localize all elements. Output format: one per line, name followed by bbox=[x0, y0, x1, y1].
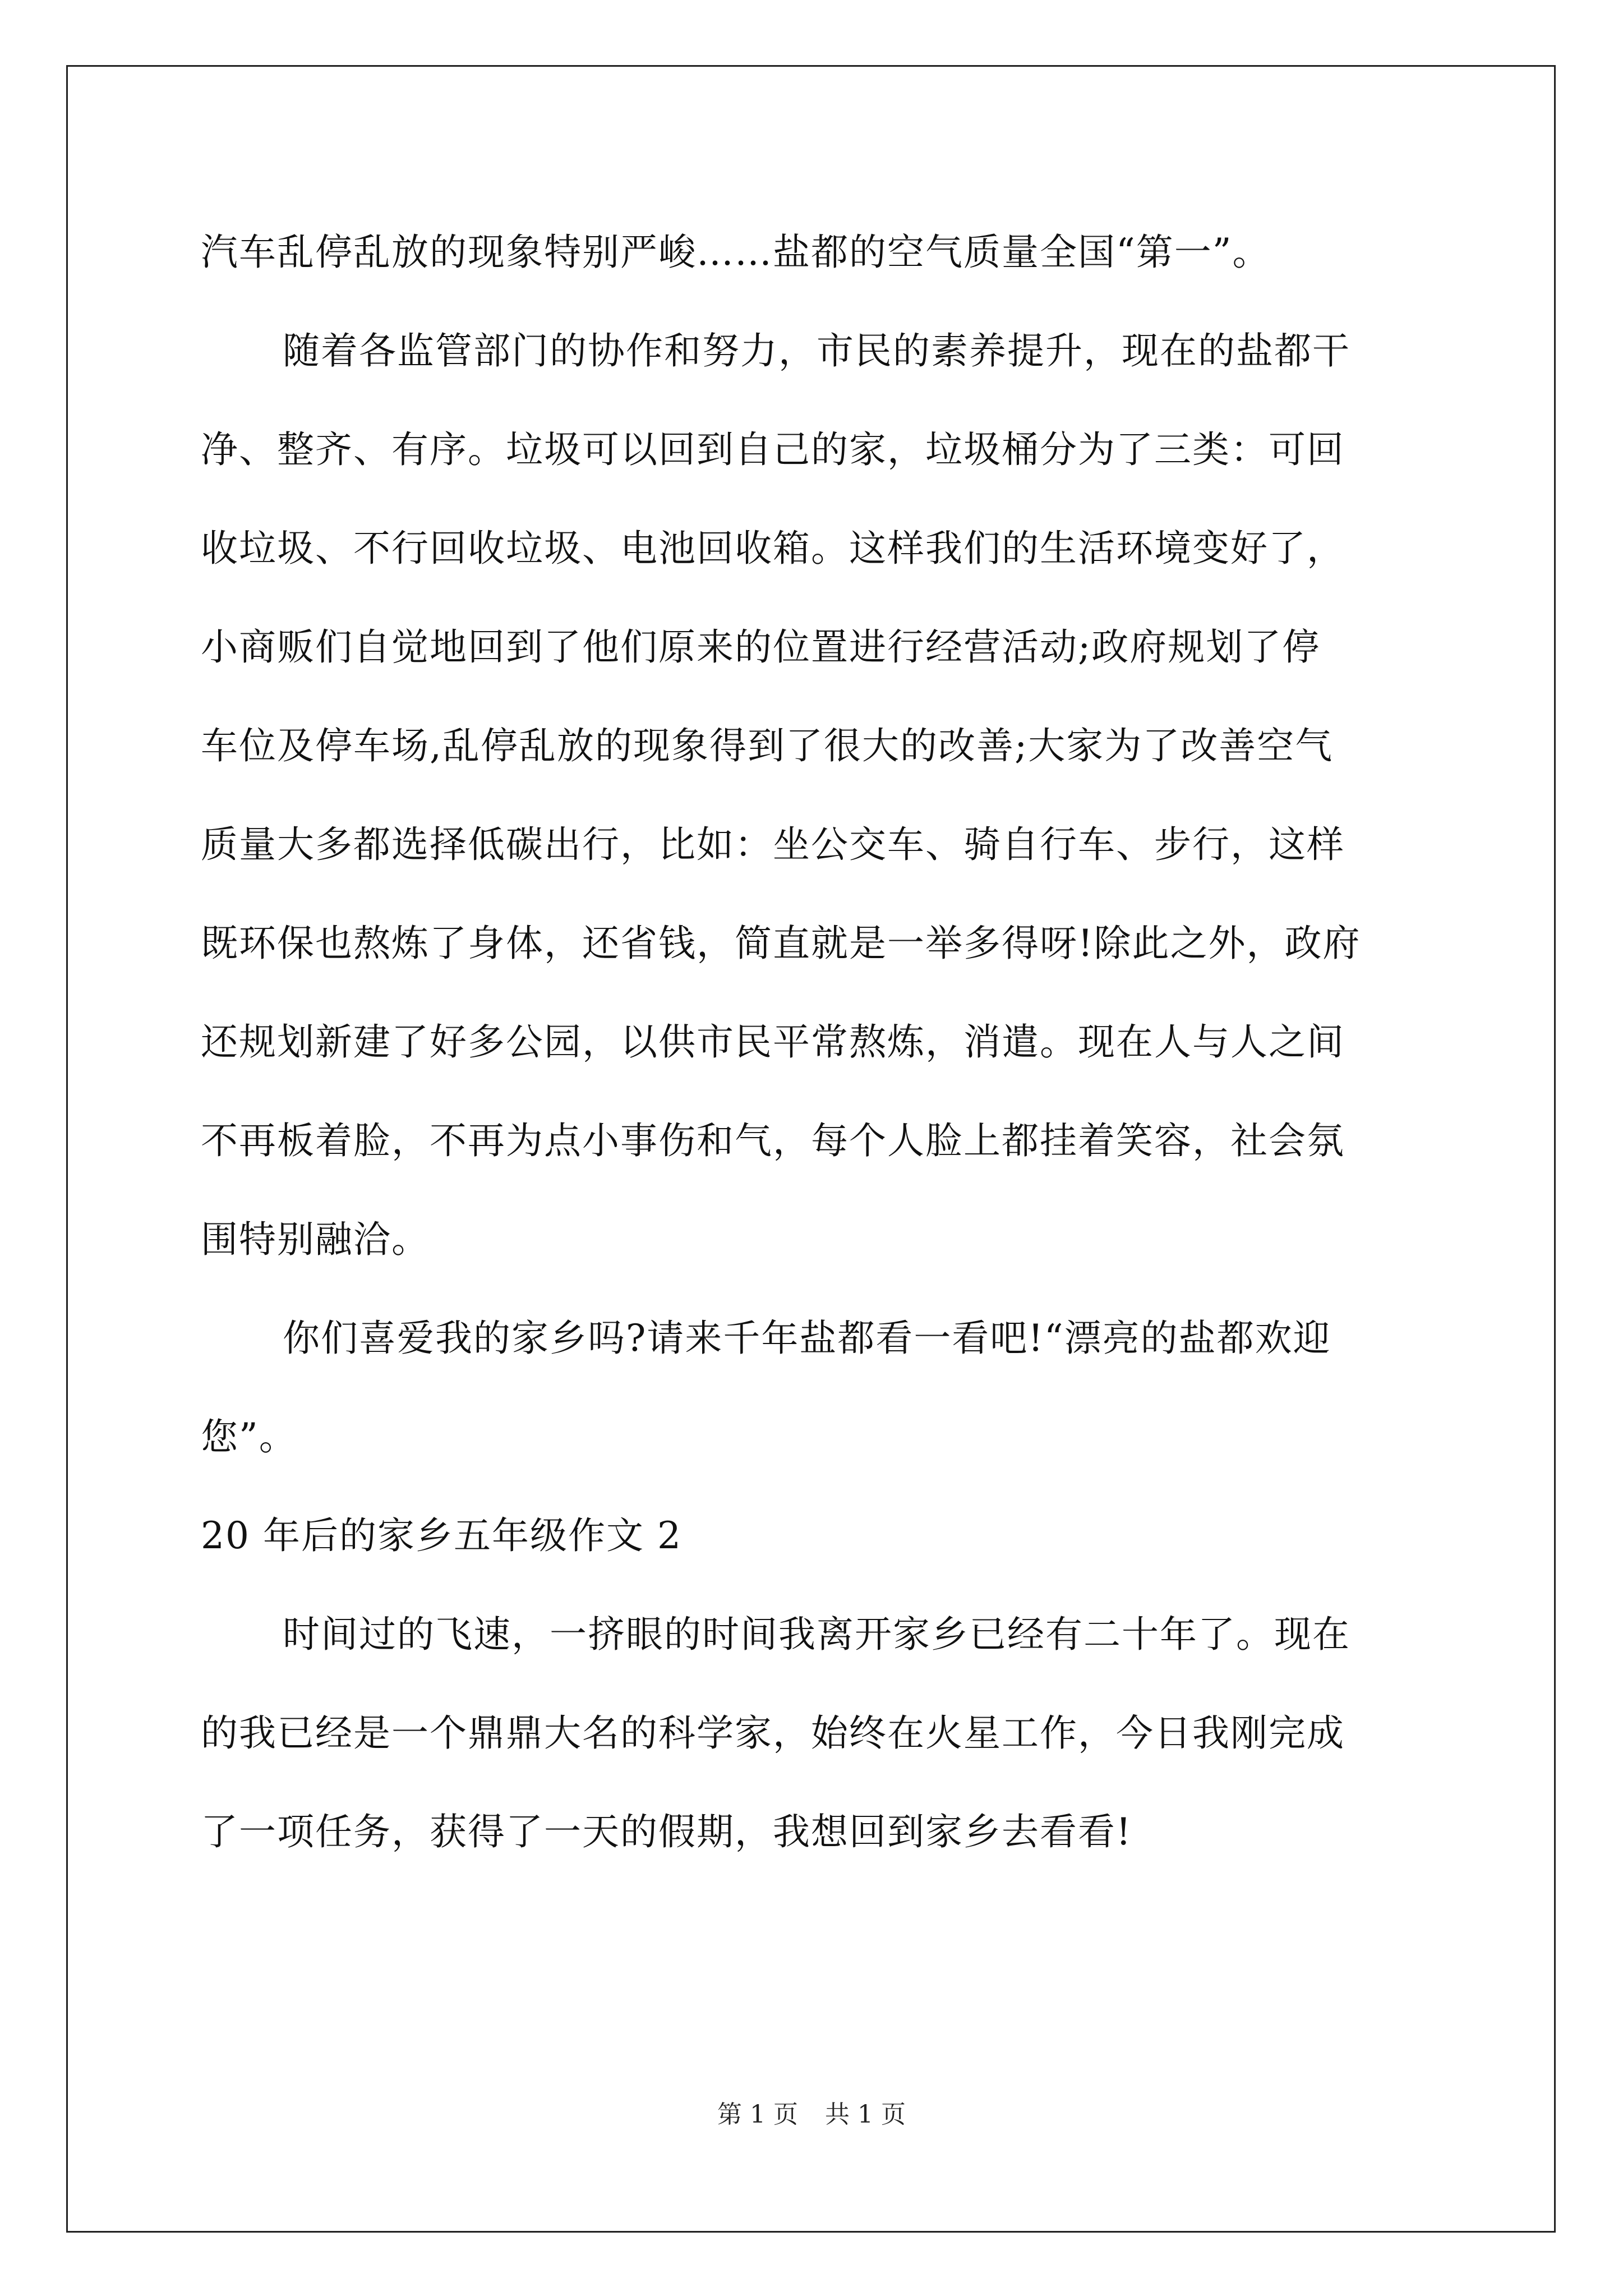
paragraph-line: 时间过的飞速，一挤眼的时间我离开家乡已经有二十年了。现在 bbox=[283, 1613, 1350, 1656]
paragraph-line: 汽车乱停乱放的现象特别严峻……盐都的空气质量全国“第一”。 bbox=[201, 231, 1271, 274]
paragraph-line: 既环保也熬炼了身体，还省钱，简直就是一举多得呀!除此之外，政府 bbox=[201, 922, 1361, 965]
page-number: 第 1 页 bbox=[717, 2100, 798, 2129]
section-heading: 20 年后的家乡五年级作文 2 bbox=[201, 1514, 682, 1557]
document-body bbox=[201, 203, 1423, 1881]
page-total: 共 1 页 bbox=[825, 2100, 906, 2129]
paragraph-line: 了一项任务，获得了一天的假期，我想回到家乡去看看! bbox=[201, 1810, 1132, 1853]
paragraph-line: 你们喜爱我的家乡吗?请来千年盐都看一看吧!“漂亮的盐都欢迎 bbox=[283, 1317, 1331, 1360]
paragraph-line: 质量大多都选择低碳出行，比如：坐公交车、骑自行车、步行，这样 bbox=[201, 823, 1345, 866]
paragraph-line: 净、整齐、有序。垃圾可以回到自己的家，垃圾桶分为了三类：可回 bbox=[201, 428, 1345, 471]
paragraph-line: 您”。 bbox=[201, 1415, 297, 1458]
paragraph-line: 收垃圾、不行回收垃圾、电池回收箱。这样我们的生活环境变好了， bbox=[201, 527, 1345, 570]
paragraph-line: 随着各监管部门的协作和努力，市民的素养提升，现在的盐都干 bbox=[283, 329, 1350, 372]
paragraph-line: 围特别融洽。 bbox=[201, 1218, 430, 1261]
paragraph-line: 的我已经是一个鼎鼎大名的科学家，始终在火星工作，今日我刚完成 bbox=[201, 1711, 1345, 1755]
paragraph-line: 车位及停车场,乱停乱放的现象得到了很大的改善;大家为了改善空气 bbox=[201, 724, 1334, 767]
page-footer bbox=[0, 2098, 1623, 2132]
paragraph-line: 小商贩们自觉地回到了他们原来的位置进行经营活动;政府规划了停 bbox=[201, 625, 1321, 669]
paragraph-line: 还规划新建了好多公园，以供市民平常熬炼，消遣。现在人与人之间 bbox=[201, 1020, 1345, 1064]
paragraph-line: 不再板着脸，不再为点小事伤和气，每个人脸上都挂着笑容，社会氛 bbox=[201, 1119, 1345, 1162]
